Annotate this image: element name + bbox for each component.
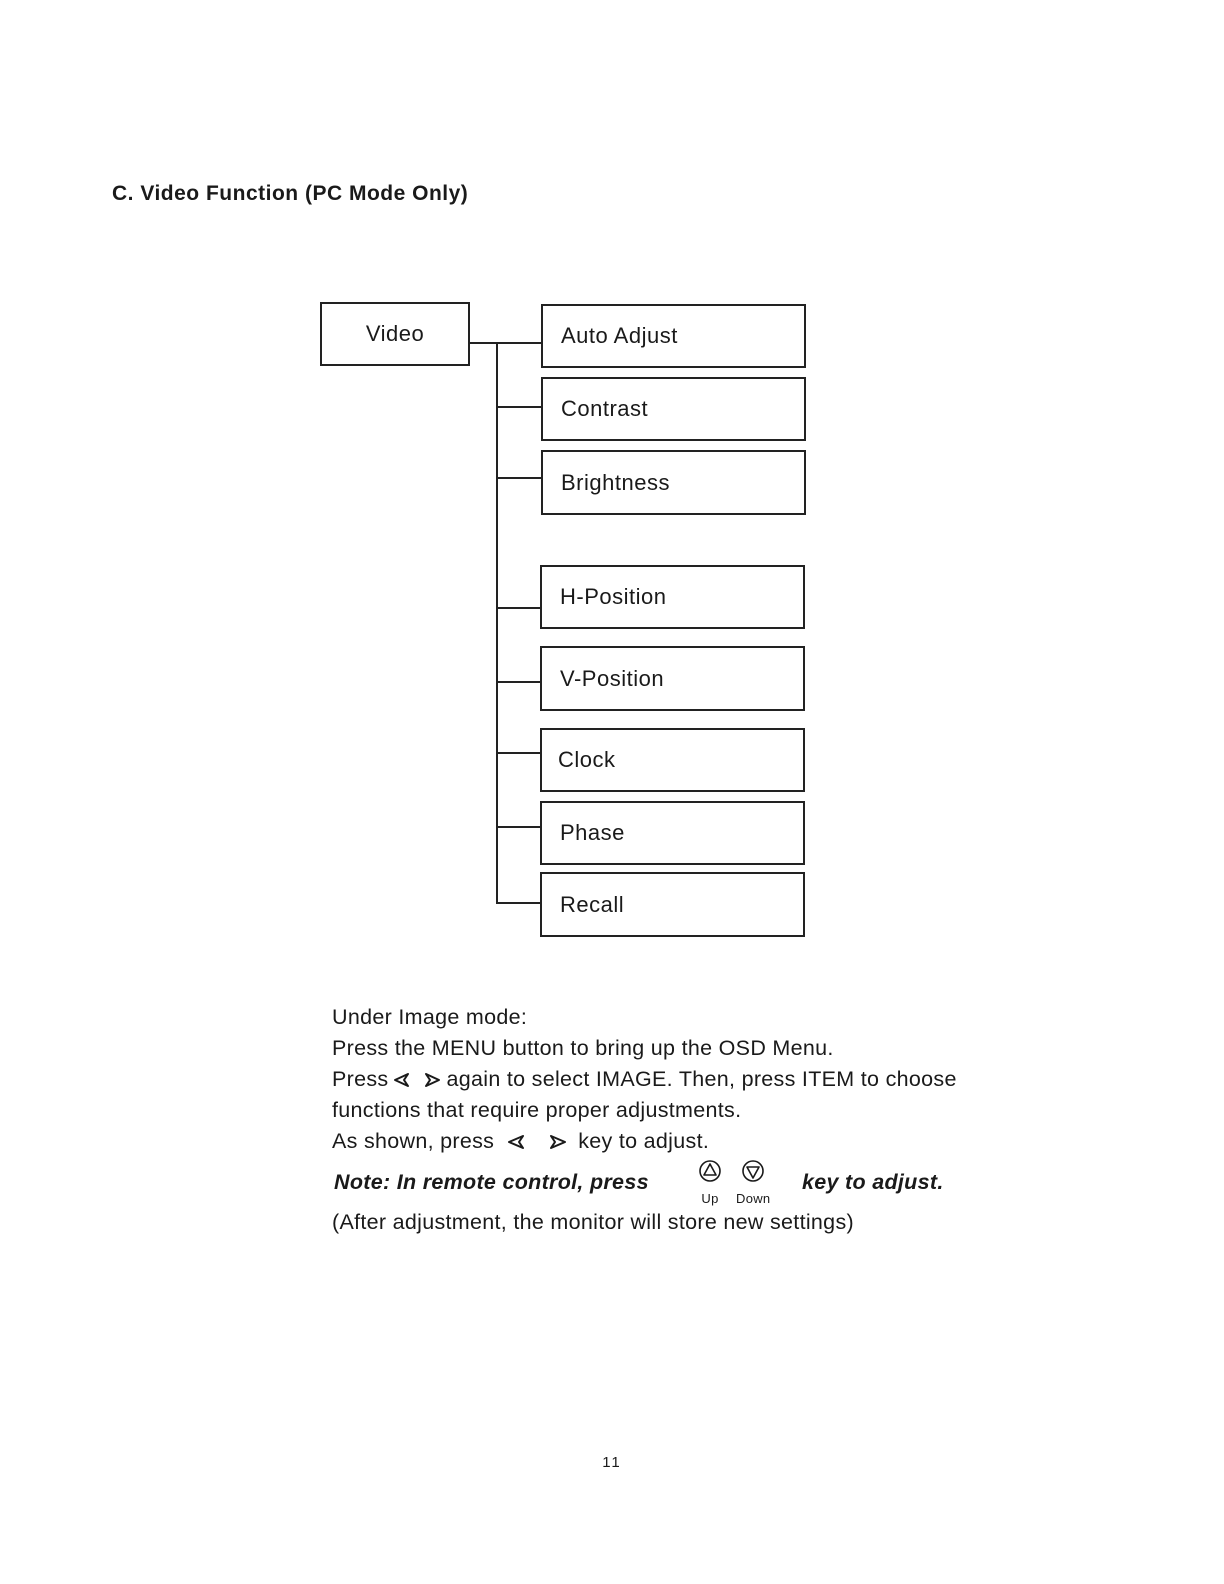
instruction-line: Under Image mode: xyxy=(332,1005,528,1029)
connector-branch xyxy=(496,607,542,609)
connector-branch xyxy=(496,752,542,754)
instruction-text: key to adjust. xyxy=(578,1129,710,1153)
instruction-line xyxy=(332,1064,1072,1095)
page-number: 11 xyxy=(602,1454,622,1471)
menu-item-label: Phase xyxy=(560,820,625,845)
menu-item-h-position xyxy=(540,565,805,629)
instruction-text: Press xyxy=(332,1067,389,1091)
connector-trunk xyxy=(496,342,498,904)
down-button-icon xyxy=(741,1159,765,1183)
menu-item-label: Contrast xyxy=(561,396,649,421)
remote-note xyxy=(332,1159,1072,1207)
up-label: Up xyxy=(701,1191,719,1206)
instruction-line xyxy=(332,1126,1072,1157)
menu-item-v-position xyxy=(540,646,805,711)
note-text: key to adjust. xyxy=(802,1170,944,1194)
left-arrow-icon xyxy=(392,1072,410,1088)
menu-item-auto-adjust xyxy=(541,304,806,368)
menu-item-label: V-Position xyxy=(560,665,665,691)
right-arrow-icon xyxy=(548,1134,568,1150)
section-heading: C. Video Function (PC Mode Only) xyxy=(112,182,469,205)
connector-branch xyxy=(496,406,542,408)
menu-root-video xyxy=(320,302,470,366)
menu-item-recall xyxy=(540,872,805,937)
up-button-icon xyxy=(698,1159,722,1183)
connector-branch xyxy=(496,681,542,683)
remote-down-button xyxy=(736,1159,770,1205)
menu-item-label: Recall xyxy=(560,891,625,917)
instruction-line: (After adjustment, the monitor will store new settings) xyxy=(332,1210,854,1234)
menu-item-label: H-Position xyxy=(560,584,667,609)
menu-item-clock xyxy=(540,728,805,792)
left-arrow-icon xyxy=(506,1134,526,1150)
menu-item-brightness xyxy=(541,450,806,515)
menu-item-contrast xyxy=(541,377,806,441)
remote-up-button xyxy=(698,1159,722,1205)
instruction-text: As shown, press xyxy=(332,1129,495,1153)
note-text: Note: In remote control, press xyxy=(334,1170,649,1194)
menu-item-label: Clock xyxy=(558,747,616,772)
menu-root-label: Video xyxy=(365,321,425,346)
right-arrow-icon xyxy=(424,1072,442,1088)
connector-branch xyxy=(496,902,542,904)
instructions xyxy=(332,1002,1072,1238)
menu-item-phase xyxy=(540,801,805,865)
instruction-line: functions that require proper adjustments. xyxy=(332,1098,742,1122)
connector-branch xyxy=(496,477,542,479)
connector-branch xyxy=(496,826,542,828)
menu-item-label: Auto Adjust xyxy=(561,323,678,348)
menu-item-label: Brightness xyxy=(561,469,670,495)
instruction-text: again to select IMAGE. Then, press ITEM to choose xyxy=(446,1067,957,1091)
instruction-line: Press the MENU button to bring up the OSD Menu. xyxy=(332,1036,834,1060)
down-label: Down xyxy=(736,1191,771,1206)
connector-root xyxy=(469,342,542,344)
